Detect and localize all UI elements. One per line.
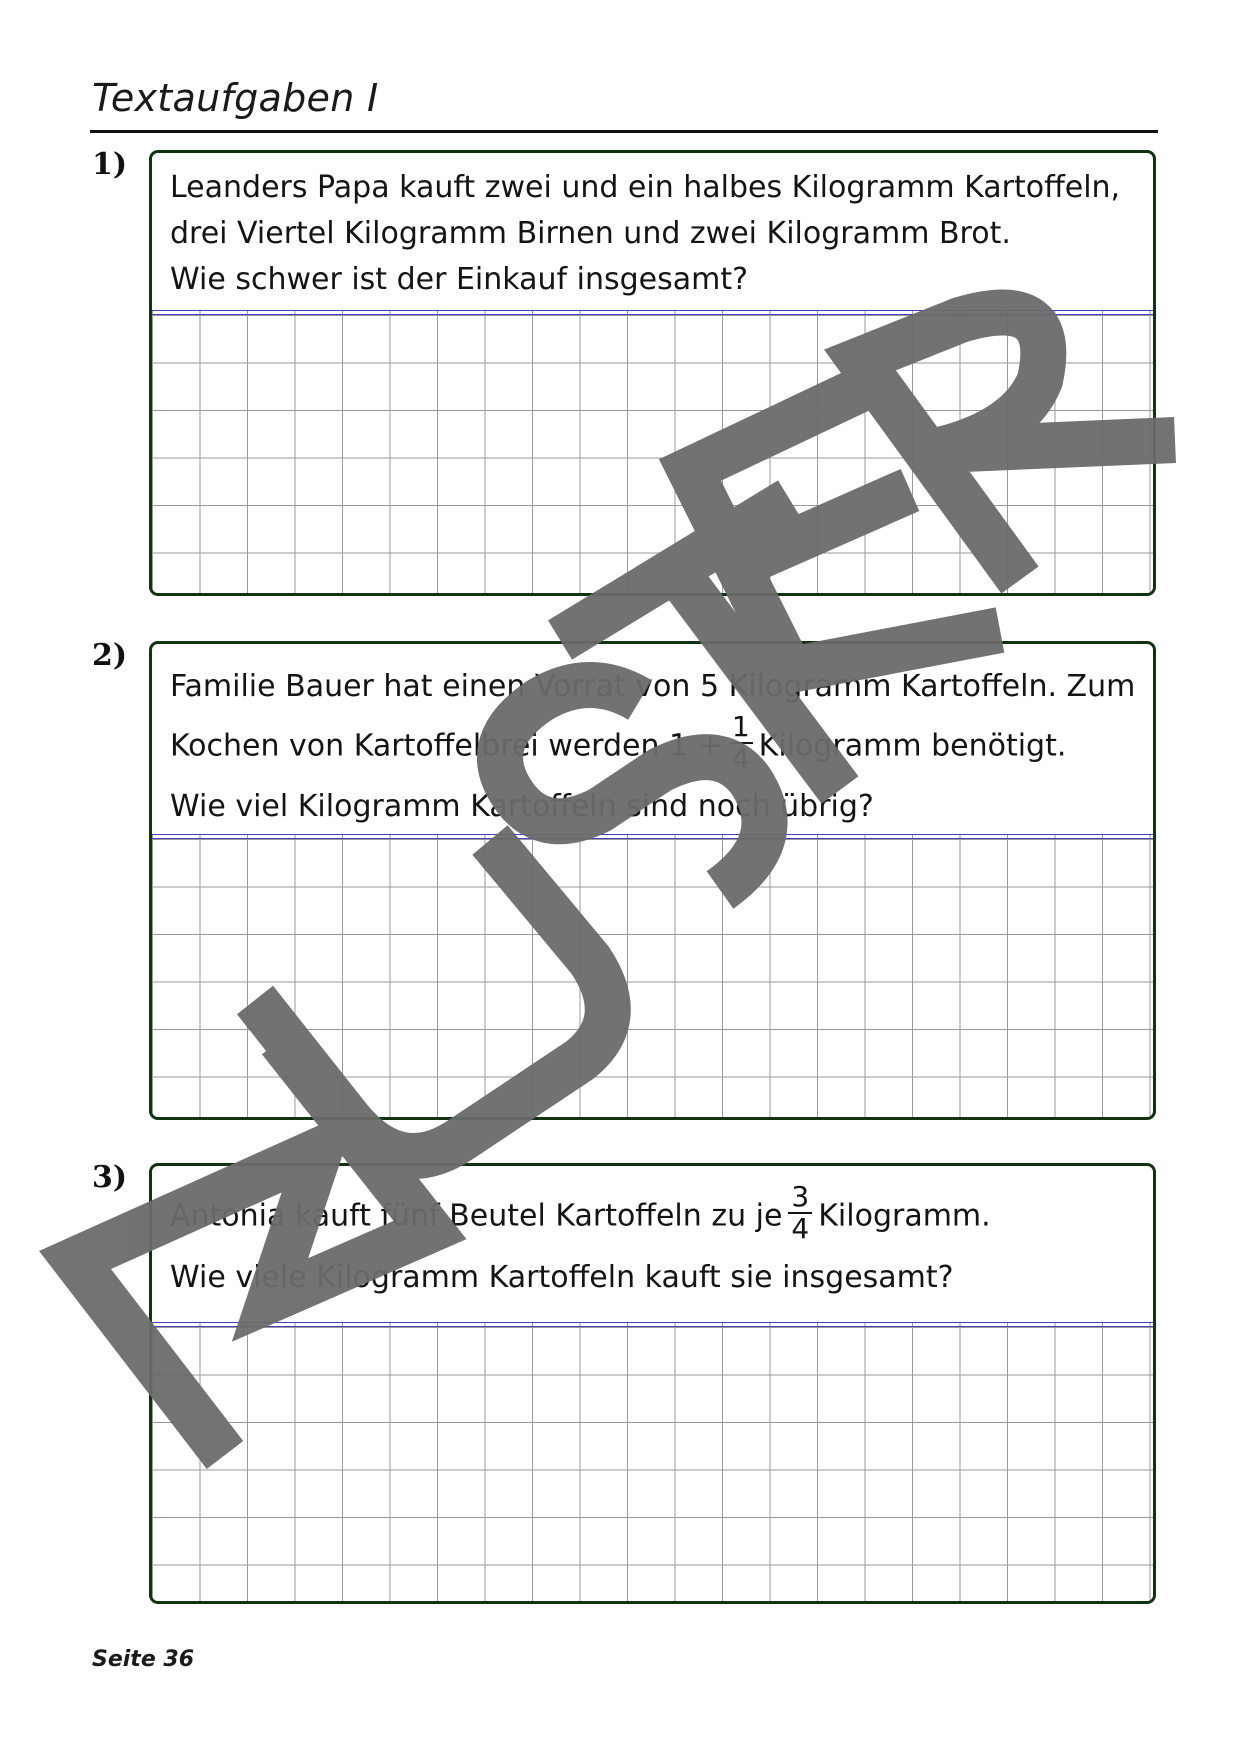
task-number-2: 2) [92, 638, 128, 673]
task-box-1 [149, 150, 1156, 596]
answer-grid-3[interactable] [152, 1322, 1153, 1601]
fraction-numerator: 1 [729, 712, 753, 744]
task-2-line-2 [170, 710, 1135, 778]
task-box-3 [149, 1163, 1156, 1604]
task-1-line-2: drei Viertel Kilogramm Birnen und zwei Kilogramm Brot. [170, 216, 1011, 251]
title-rule [90, 130, 1158, 133]
fraction-one-quarter [729, 712, 753, 774]
answer-grid-1[interactable] [152, 310, 1153, 593]
fraction-three-quarters [788, 1182, 812, 1244]
task-3-line-1-before: Antonia kauft fünf Beutel Kartoffeln zu je [170, 1198, 783, 1234]
task-box-2 [149, 641, 1156, 1120]
fraction-denominator: 4 [731, 742, 750, 775]
fraction-numerator: 3 [788, 1182, 812, 1214]
task-2-line-2-before: Kochen von Kartoffelbrei werden 1 + [170, 728, 723, 764]
task-text-1 [170, 165, 1135, 303]
task-2-line-2-after: Kilogramm benötigt. [758, 728, 1067, 764]
task-number-3: 3) [92, 1160, 128, 1195]
answer-grid-2[interactable] [152, 834, 1153, 1117]
task-2-line-3: Wie viel Kilogramm Kartoffeln sind noch übrig? [170, 789, 874, 824]
task-number-1: 1) [92, 147, 128, 182]
page-number: Seite 36 [92, 1647, 195, 1672]
task-2-line-1: Familie Bauer hat einen Vorrat von 5 Kilogramm Kartoffeln. Zum [170, 669, 1136, 704]
fraction-denominator: 4 [791, 1212, 810, 1245]
page-title: Textaufgaben I [92, 76, 379, 120]
task-3-line-1-after: Kilogramm. [818, 1198, 991, 1234]
task-3-line-2: Wie viele Kilogramm Kartoffeln kauft sie insgesamt? [170, 1260, 954, 1295]
task-1-line-1: Leanders Papa kauft zwei und ein halbes Kilogramm Kartoffeln, [170, 170, 1121, 205]
task-3-line-1 [170, 1180, 1135, 1248]
task-1-line-3: Wie schwer ist der Einkauf insgesamt? [170, 262, 749, 297]
task-text-3 [170, 1180, 1135, 1308]
task-text-2 [170, 658, 1135, 836]
